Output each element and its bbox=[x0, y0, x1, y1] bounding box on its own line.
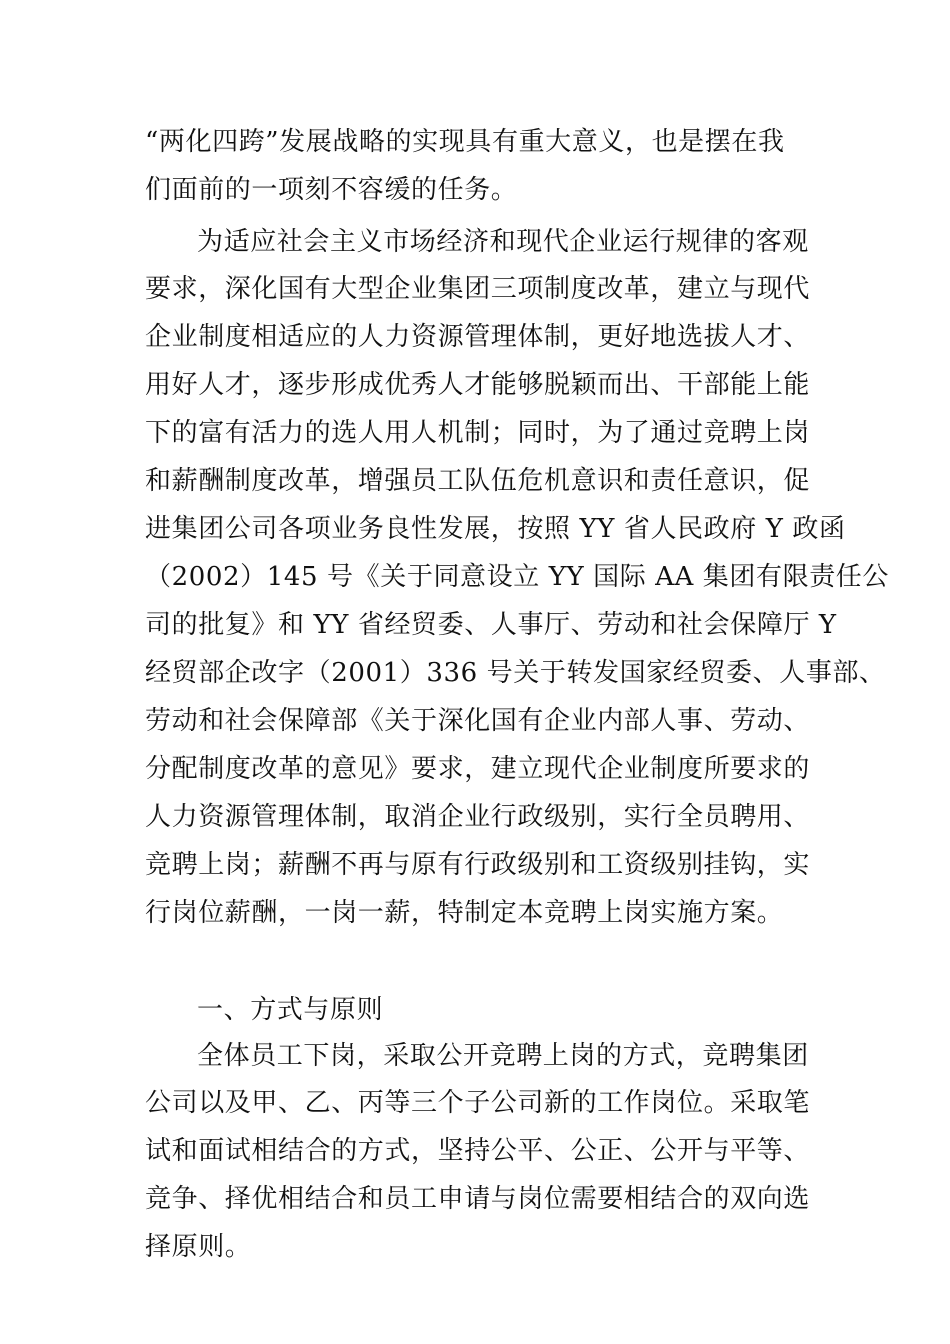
purpose-line-1: 为适应社会主义市场经济和现代企业运行规律的客观 bbox=[197, 227, 809, 257]
purpose-line-10: 经贸部企改字（2001）336 号关于转发国家经贸委、人事部、 bbox=[145, 658, 886, 688]
purpose-line-7: 进集团公司各项业务良性发展，按照 YY 省人民政府 Y 政函 bbox=[145, 514, 846, 544]
purpose-line-8: （2002）145 号《关于同意设立 YY 国际 AA 集团有限责任公 bbox=[145, 562, 889, 592]
section-line-2: 公司以及甲、乙、丙等三个子公司新的工作岗位。采取笔 bbox=[145, 1088, 811, 1118]
purpose-line-14: 竞聘上岗；薪酬不再与原有行政级别和工资级别挂钩，实 bbox=[145, 850, 811, 880]
purpose-line-5: 下的富有活力的选人用人机制；同时，为了通过竞聘上岗 bbox=[145, 418, 811, 448]
purpose-line-6: 和薪酬制度改革，增强员工队伍危机意识和责任意识，促 bbox=[145, 466, 811, 496]
section-line-5: 择原则。 bbox=[145, 1232, 252, 1262]
purpose-line-2: 要求，深化国有大型企业集团三项制度改革，建立与现代 bbox=[145, 274, 811, 304]
section-line-3: 试和面试相结合的方式，坚持公平、公正、公开与平等、 bbox=[145, 1136, 811, 1166]
purpose-line-15: 行岗位薪酬，一岗一薪，特制定本竞聘上岗实施方案。 bbox=[145, 898, 784, 928]
intro-line-1: “两化四跨”发展战略的实现具有重大意义，也是摆在我 bbox=[145, 127, 785, 157]
intro-line-2: 们面前的一项刻不容缓的任务。 bbox=[145, 175, 518, 205]
purpose-line-9: 司的批复》和 YY 省经贸委、人事厅、劳动和社会保障厅 Y bbox=[145, 610, 837, 640]
purpose-line-12: 分配制度改革的意见》要求，建立现代企业制度所要求的 bbox=[145, 754, 811, 784]
section-heading: 一、方式与原则 bbox=[197, 995, 384, 1025]
purpose-line-13: 人力资源管理体制，取消企业行政级别，实行全员聘用、 bbox=[145, 802, 811, 832]
section-line-4: 竞争、择优相结合和员工申请与岗位需要相结合的双向选 bbox=[145, 1184, 811, 1214]
section-line-1: 全体员工下岗，采取公开竞聘上岗的方式，竞聘集团 bbox=[197, 1041, 809, 1071]
purpose-line-11: 劳动和社会保障部《关于深化国有企业内部人事、劳动、 bbox=[145, 706, 811, 736]
purpose-line-3: 企业制度相适应的人力资源管理体制，更好地选拔人才、 bbox=[145, 322, 811, 352]
purpose-line-4: 用好人才，逐步形成优秀人才能够脱颖而出、干部能上能 bbox=[145, 370, 811, 400]
